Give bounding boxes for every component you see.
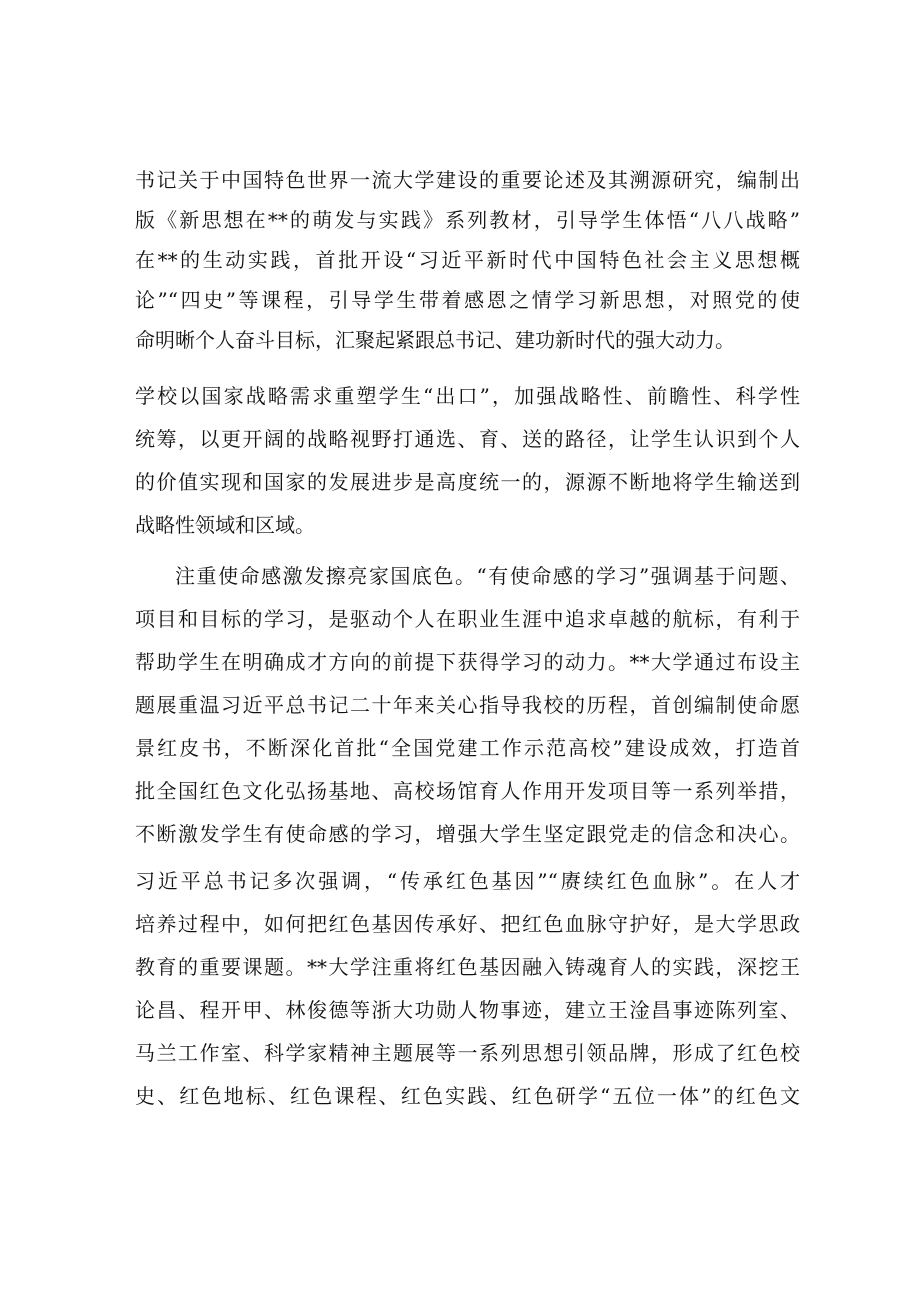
paragraph-line: 史、红色地标、红色课程、红色实践、红色研学“五位一体”的红色文: [135, 1084, 800, 1108]
paragraph-line: 不断激发学生有使命感的学习，增强大学生坚定跟党走的信念和决心。: [135, 822, 800, 846]
paragraph-line: 习近平总书记多次强调，“传承红色基因”“赓续红色血脉”。在人才: [135, 869, 800, 893]
paragraph-line: 帮助学生在明确成才方向的前提下获得学习的动力。**大学通过布设主: [135, 650, 800, 674]
paragraph-line: 论昌、程开甲、林俊德等浙大功勋人物事迹，建立王淦昌事迹陈列室、: [135, 998, 800, 1022]
paragraph-line: 命明晰个人奋斗目标，汇聚起紧跟总书记、建功新时代的强大动力。: [135, 328, 735, 352]
paragraph-line: 项目和目标的学习，是驱动个人在职业生涯中追求卓越的航标，有利于: [135, 607, 800, 631]
paragraph-line: 注重使命感激发擦亮家国底色。“有使命感的学习”强调基于问题、: [175, 564, 800, 588]
paragraph-line: 论”“四史”等课程，引导学生带着感恩之情学习新思想，对照党的使: [135, 288, 800, 312]
paragraph-line: 书记关于中国特色世界一流大学建设的重要论述及其溯源研究，编制出: [135, 168, 800, 192]
paragraph-1: [135, 167, 800, 367]
paragraph-line: 统筹，以更开阔的战略视野打通选、育、送的路径，让学生认识到个人: [135, 427, 800, 451]
paragraph-line: 版《新思想在**的萌发与实践》系列教材，引导学生体悟“八八战略”: [135, 208, 800, 232]
paragraph-line: 马兰工作室、科学家精神主题展等一系列思想引领品牌，形成了红色校: [135, 1041, 800, 1065]
paragraph-line: 学校以国家战略需求重塑学生“出口”，加强战略性、前瞻性、科学性: [135, 384, 800, 408]
paragraph-line: 教育的重要课题。**大学注重将红色基因融入铸魂育人的实践，深挖王: [135, 955, 800, 979]
paragraph-2: [135, 383, 800, 543]
paragraph-line: 战略性领域和区域。: [135, 513, 315, 537]
paragraph-3: [135, 563, 800, 863]
paragraph-line: 题展重温习近平总书记二十年来关心指导我校的历程，首创编制使命愿: [135, 693, 800, 717]
paragraph-line: 在**的生动实践，首批开设“习近平新时代中国特色社会主义思想概: [135, 248, 800, 272]
paragraph-line: 的价值实现和国家的发展进步是高度统一的，源源不断地将学生输送到: [135, 470, 800, 494]
paragraph-line: 批全国红色文化弘扬基地、高校场馆育人作用开发项目等一系列举措，: [135, 779, 800, 803]
paragraph-line: 景红皮书，不断深化首批“全国党建工作示范高校”建设成效，打造首: [135, 736, 800, 760]
paragraph-4: [135, 868, 800, 1128]
paragraph-line: 培养过程中，如何把红色基因传承好、把红色血脉守护好，是大学思政: [135, 912, 800, 936]
